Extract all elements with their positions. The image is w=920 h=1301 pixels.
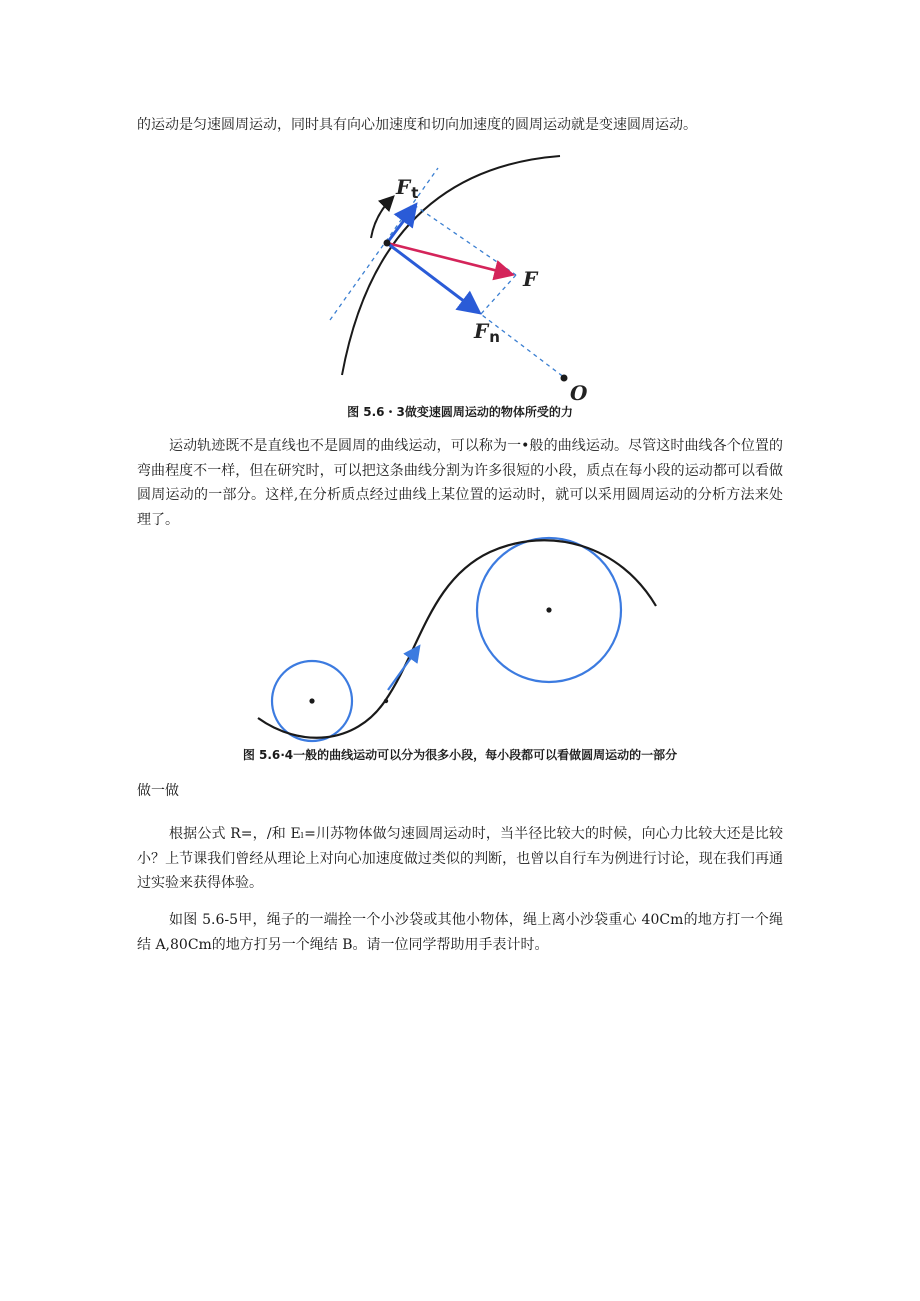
label-fn: $F_n$	[474, 319, 500, 346]
velocity-arrow	[388, 648, 418, 690]
small-circle-center	[309, 698, 314, 703]
center-point	[561, 375, 568, 382]
trajectory-arc	[342, 156, 560, 375]
general-curve	[258, 540, 656, 738]
experiment-paragraph: 如图 5.6-5甲，绳子的一端拴一个小沙袋或其他小物体，绳上离小沙袋重心 40Cm的地方打一个绳结 A,80Cm的地方打另一个绳结 B。请一位同学帮助用手表计时。	[137, 912, 783, 953]
figure-general-curve-motion	[0, 530, 920, 760]
figure2-caption: 图 5.6∙4一般的曲线运动可以分为很多小段，每小段都可以看做圆周运动的一部分	[242, 748, 678, 762]
curve-point	[384, 699, 388, 703]
label-f: F	[523, 267, 538, 291]
intro-paragraph: 的运动是匀速圆周运动，同时具有向心加速度和切向加速度的圆周运动就是变速圆周运动。	[137, 117, 697, 133]
section-heading: 做一做	[137, 783, 179, 799]
particle-point	[384, 240, 391, 247]
motion-direction-arrow	[371, 198, 392, 238]
formula-paragraph: 根据公式 R=，/和 Eₗ=川苏物体做匀速圆周运动时，当半径比较大的时候，向心力比较大还是比较小？上节课我们曾经从理论上对向心加速度做过类似的判断，也曾以自行车为例进行讨论，现在我们再通过实验来获得体验。	[137, 826, 783, 891]
figure1-caption: 图 5.6・3做变速圆周运动的物体所受的力	[347, 405, 573, 419]
figure-variable-circular-motion	[0, 0, 920, 420]
parallelogram-edge-right	[480, 275, 516, 315]
general-curve-paragraph: 运动轨迹既不是直线也不是圆周的曲线运动，可以称为一•般的曲线运动。尽管这时曲线各个位置的弯曲程度不一样，但在研究时，可以把这条曲线分割为许多很短的小段，质点在每小段的运动都可以看做圆周运动的一部分。这样,在分析质点经过曲线上某位置的运动时，就可以采用圆周运动的分析方法来处理了。	[137, 438, 783, 528]
label-o: O	[570, 381, 588, 405]
parallelogram-edge-top	[414, 205, 516, 275]
label-ft: $F_t$	[396, 175, 419, 202]
large-circle-center	[546, 607, 551, 612]
